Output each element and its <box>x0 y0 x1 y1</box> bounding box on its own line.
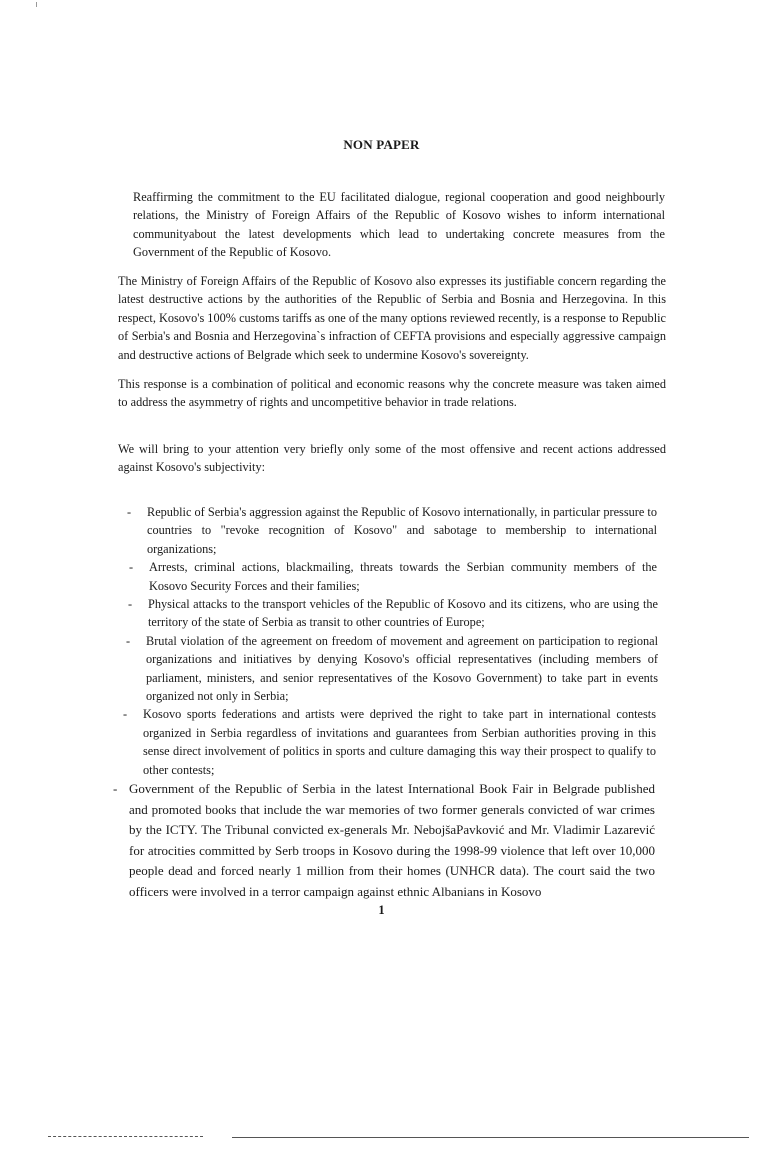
list-item <box>123 705 656 779</box>
dash-marker: - <box>113 781 118 797</box>
list-item <box>113 779 655 902</box>
paragraph-intro: Reaffirming the commitment to the EU facilitated dialogue, regional cooperation and good neighbourly relations, the Ministry of Foreign Affairs of the Republic of Kosovo wishes to inform international communityabout the latest developments which lead to undertaking concrete measures from the Government of the Republic of Kosovo. <box>133 190 665 260</box>
list-item-text: Physical attacks to the transport vehicles of the Republic of Kosovo and its citizens, who are using the territory of the state of Serbia as transit to other countries of Europe; <box>148 597 658 630</box>
dash-marker: - <box>126 633 131 648</box>
dash-marker: - <box>123 707 128 722</box>
list-item-text: Republic of Serbia's aggression against the Republic of Kosovo internationally, in particular pressure to countries to "revoke recognition of Kosovo" and sabotage to membership to international organizations; <box>147 505 657 556</box>
scan-mark <box>36 2 37 7</box>
paragraph-attention: We will bring to your attention very briefly only some of the most offensive and recent actions addressed against Kosovo's subjectivity: <box>118 442 666 475</box>
document-title: NON PAPER <box>343 137 420 152</box>
list-item-text: Government of the Republic of Serbia in the latest International Book Fair in Belgrade published and promoted books that include the war memories of two former generals convicted of war crimes by the ICTY. The Tribunal convicted ex-generals Mr. NebojšaPavković and Mr. Vladimir Lazarević for atrocities committed by Serb troops in Kosovo during the 1998-99 violence that left over 10,000 people dead and forced nearly 1 million from their homes (UNHCR data). The court said the two officers were involved in a terror campaign against ethnic Albanians in Kosovo <box>129 781 655 899</box>
list-item <box>129 558 657 595</box>
list-item <box>128 595 658 632</box>
page-number: 1 <box>378 903 385 917</box>
dash-marker: - <box>129 560 134 575</box>
footer-rule-right <box>232 1137 749 1138</box>
dash-marker: - <box>127 505 132 519</box>
dash-marker: - <box>128 597 133 612</box>
paragraph-response: This response is a combination of political and economic reasons why the concrete measure was taken aimed to address the asymmetry of rights and uncompetitive behavior in trade relations. <box>118 377 666 410</box>
list-item-text: Arrests, criminal actions, blackmailing, threats towards the Serbian community members of the Kosovo Security Forces and their families; <box>149 560 657 593</box>
list-item <box>126 632 658 706</box>
list-item-text: Brutal violation of the agreement on freedom of movement and agreement on participation to regional organizations and initiatives by denying Kosovo's official representatives (including members of parliament, ministers, and senior representatives of the Kosovo Government) to take part in events organized not only in Serbia; <box>146 633 658 704</box>
list-item-text: Kosovo sports federations and artists were deprived the right to take part in international contests organized in Serbia regardless of invitations and guarantees from Serbian authorities proving in this sense direct involvement of politics in sports and culture damaging this way their prospect to qualify to other contests; <box>143 707 656 777</box>
list-item <box>127 503 657 558</box>
footer-rule-left <box>48 1136 203 1137</box>
offensive-actions-list <box>0 503 763 902</box>
paragraph-concern: The Ministry of Foreign Affairs of the Republic of Kosovo also expresses its justifiable concern regarding the latest destructive actions by the authorities of the Republic of Serbia and Bosnia and Herzegovina. In this respect, Kosovo's 100% customs tariffs as one of the many options reviewed recently, is a response to Republic of Serbia's and Bosnia and Herzegovina`s infraction of CEFTA provisions and especially aggressive campaign and destructive actions of Belgrade which seek to undermine Kosovo's sovereignty. <box>118 274 666 362</box>
